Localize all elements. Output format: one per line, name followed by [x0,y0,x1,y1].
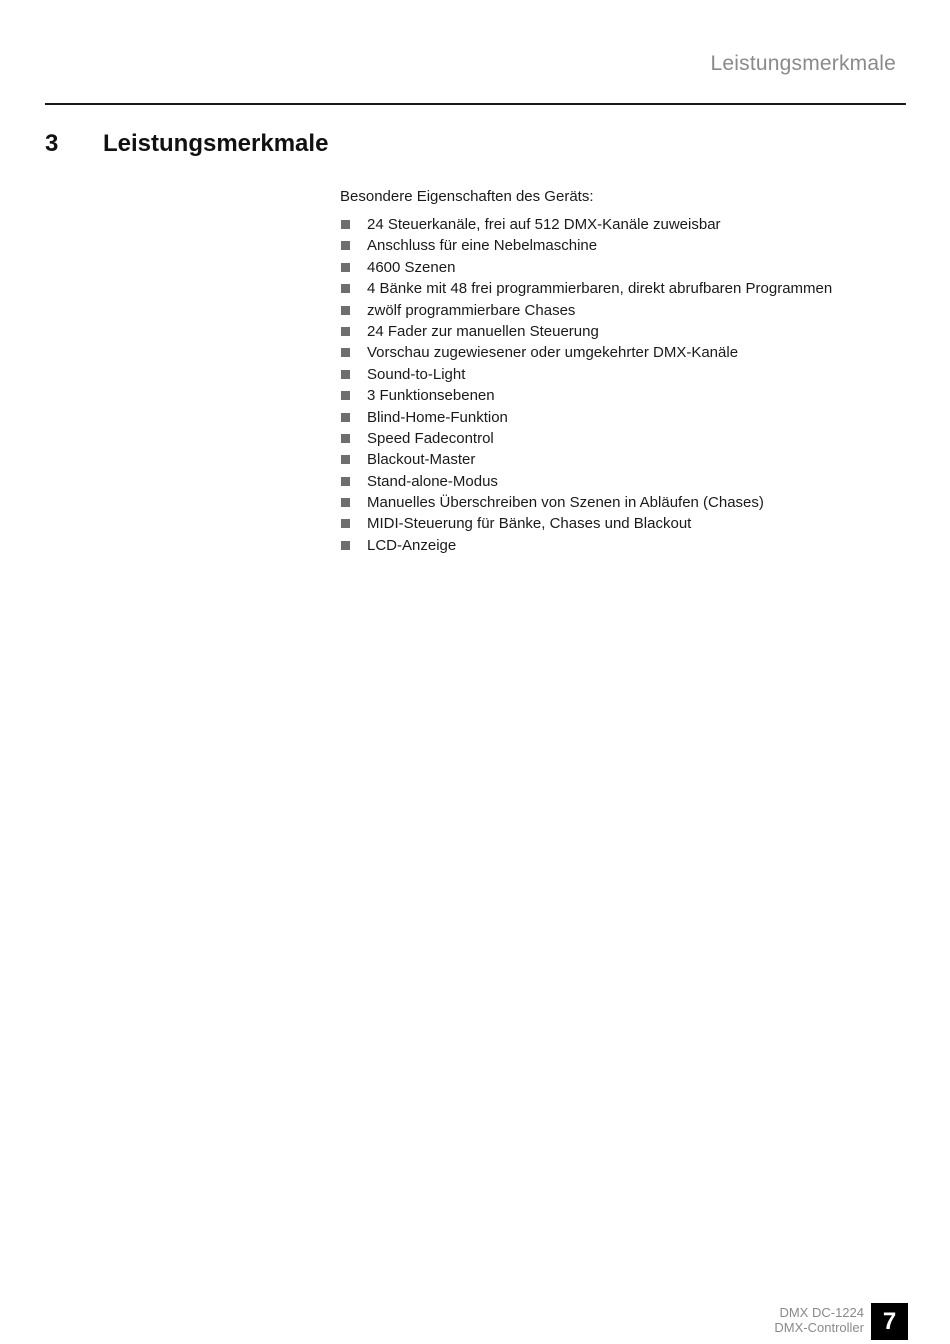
square-bullet-icon [341,284,350,293]
feature-list-item [340,428,900,449]
feature-list-item [340,214,900,235]
feature-text: Blackout-Master [367,451,476,469]
feature-list-item [340,257,900,278]
square-bullet-icon [341,391,350,400]
footer-model: DMX DC-1224 [779,1305,864,1320]
chapter-heading [45,130,328,158]
feature-list-item [340,449,900,470]
feature-list-item [340,342,900,363]
feature-text: LCD-Anzeige [367,536,457,554]
feature-list-item [340,364,900,385]
feature-text: 3 Funktionsebenen [367,387,495,405]
feature-text: 4600 Szenen [367,258,456,276]
feature-text: 24 Fader zur manuellen Steuerung [367,322,599,340]
running-header: Leistungsmerkmale [710,52,896,75]
square-bullet-icon [341,434,350,443]
page-number: 7 [871,1303,908,1340]
feature-list [340,214,900,556]
chapter-title: Leistungsmerkmale [103,130,329,157]
feature-list-item [340,407,900,428]
footer-product: DMX-Controller [774,1320,864,1335]
square-bullet-icon [341,413,350,422]
feature-list-item [340,471,900,492]
feature-text: Speed Fadecontrol [367,429,494,447]
square-bullet-icon [341,477,350,486]
feature-text: Stand-alone-Modus [367,472,498,490]
footer-product-info [774,1305,864,1335]
feature-list-item [340,321,900,342]
square-bullet-icon [341,370,350,379]
features-intro: Besondere Eigenschaften des Geräts: [340,188,594,205]
feature-list-item [340,385,900,406]
feature-text: MIDI-Steuerung für Bänke, Chases und Blackout [367,515,692,533]
feature-text: Vorschau zugewiesener oder umgekehrter DMX-Kanäle [367,344,739,362]
square-bullet-icon [341,327,350,336]
square-bullet-icon [341,455,350,464]
feature-list-item [340,278,900,299]
feature-text: 4 Bänke mit 48 frei programmierbaren, direkt abrufbaren Programmen [367,280,833,298]
square-bullet-icon [341,519,350,528]
square-bullet-icon [341,263,350,272]
square-bullet-icon [341,348,350,357]
chapter-number: 3 [45,130,59,157]
feature-text: zwölf programmierbare Chases [367,301,576,319]
features-section [340,186,900,556]
feature-list-item [340,300,900,321]
square-bullet-icon [341,241,350,250]
feature-text: Manuelles Überschreiben von Szenen in Abläufen (Chases) [367,494,764,512]
square-bullet-icon [341,220,350,229]
feature-text: Anschluss für eine Nebelmaschine [367,237,598,255]
feature-list-item [340,492,900,513]
square-bullet-icon [341,306,350,315]
header-divider [45,103,906,105]
square-bullet-icon [341,541,350,550]
feature-list-item [340,535,900,556]
square-bullet-icon [341,498,350,507]
feature-text: Blind-Home-Funktion [367,408,508,426]
feature-list-item [340,235,900,256]
feature-list-item [340,513,900,534]
feature-text: 24 Steuerkanäle, frei auf 512 DMX-Kanäle zuweisbar [367,216,721,233]
feature-text: Sound-to-Light [367,365,466,383]
